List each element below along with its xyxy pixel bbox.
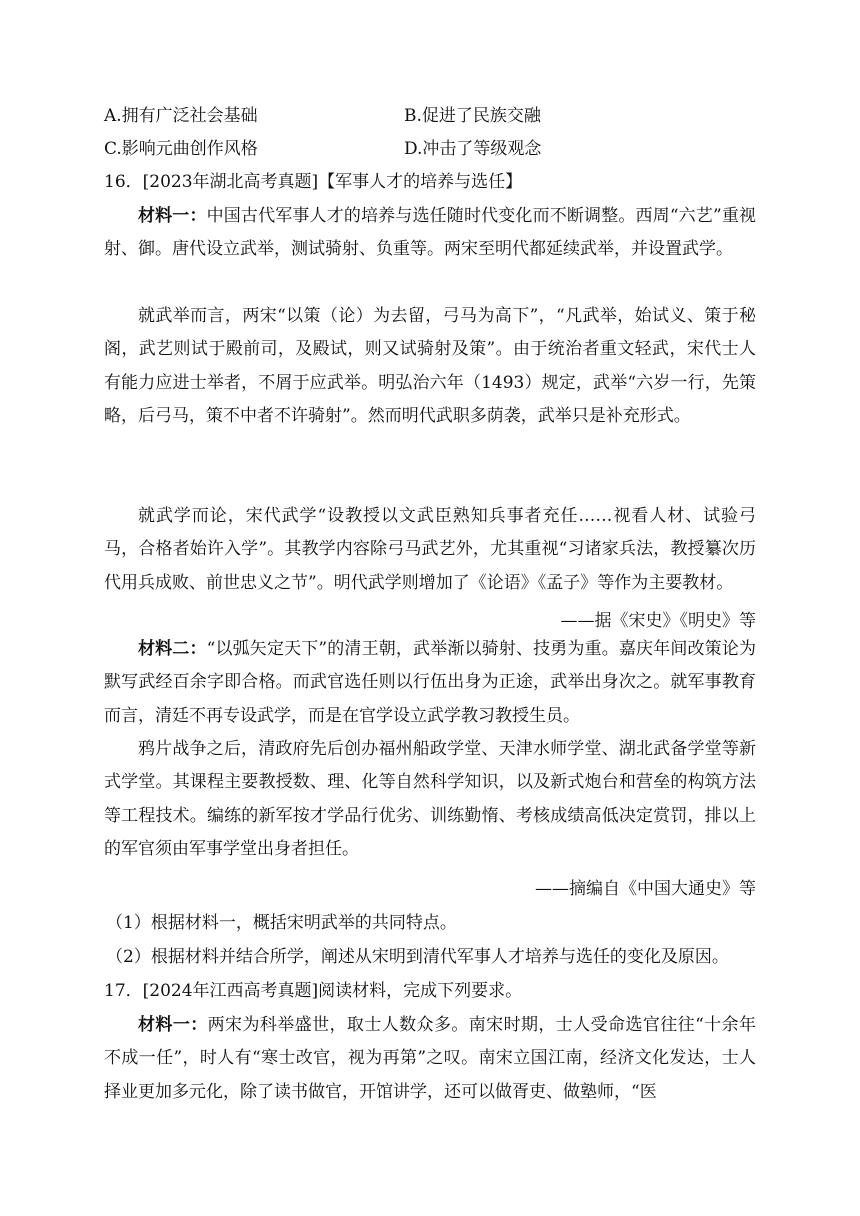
question-17-header: 17．[2024年江西高考真题]阅读材料，完成下列要求。 (104, 981, 523, 1001)
question-16-header: 16．[2023年湖北高考真题]【军事人才的培养与选任】 (104, 172, 523, 192)
q16-material-1-paragraph-3: 就武学而论，宋代武学“设教授以文武臣熟知兵事者充任……视看人材、试验弓马，合格者始许入学”。其教学内容除弓马武艺外，尤其重视“习诸家兵法，教授纂次历代用兵成败、前世忠义之节”。明代武学则增加了《论语》《孟子》等作为主要教材。 (104, 506, 756, 593)
q16-material-1-source: ——据《宋史》《明史》等 (560, 611, 756, 631)
q16-sub-question-2: （2）根据材料并结合所学，阐述从宋明到清代军事人才培养与选任的变化及原因。 (106, 947, 729, 967)
paragraph-text: “以弧矢定天下”的清王朝，武举渐以骑射、技勇为重。嘉庆年间改策论为默写武经百余字即合格。而武官选任则以行伍出身为正途，武举出身次之。就军事教育而言，清廷不再专设武学，而是在官学设立武学教习教授生员。 (104, 639, 756, 726)
q16-sub-question-1: （1）根据材料一，概括宋明武举的共同特点。 (106, 913, 457, 933)
option-a[interactable]: A.拥有广泛社会基础 (104, 106, 258, 126)
option-b[interactable]: B.促进了民族交融 (404, 106, 541, 126)
q16-material-2-paragraph-2: 鸦片战争之后，清政府先后创办福州船政学堂、天津水师学堂、湖北武备学堂等新式学堂。其课程主要教授数、理、化等自然科学知识，以及新式炮台和营垒的构筑方法等工程技术。编练的新军按才学品行优劣、训练勤惰、考核成绩高低决定赏罚，排以上的军官须由军事学堂出身者担任。 (104, 739, 756, 860)
q16-material-2-paragraph-1 (104, 633, 756, 733)
paragraph-text: 两宋为科举盛世，取士人数众多。南宋时期，士人受命选官往往“十余年不成一任”，时人有“寒士改官，视为再第”之叹。南宋立国江南，经济文化发达，士人择业更加多元化，除了读书做官，开馆讲学，还可以做胥吏、做塾师，“医 (104, 1015, 756, 1102)
q16-material-1-paragraph-1 (104, 200, 756, 267)
paragraph-text: 中国古代军事人才的培养与选任随时代变化而不断调整。西周“六艺”重视射、御。唐代设立武举，测试骑射、负重等。两宋至明代都延续武举，并设置武学。 (104, 206, 756, 260)
option-d[interactable]: D.冲击了等级观念 (404, 139, 542, 159)
material-label: 材料一： (138, 206, 207, 226)
option-c[interactable]: C.影响元曲创作风格 (104, 139, 258, 159)
q17-material-1-paragraph-1 (104, 1009, 756, 1109)
q16-material-2-source: ——摘编自《中国大通史》等 (535, 879, 756, 899)
q16-material-1-paragraph-2: 就武举而言，两宋“以策（论）为去留，弓马为高下”，“凡武举，始试义、策于秘阁，武艺则试于殿前司，及殿试，则又试骑射及策”。由于统治者重文轻武，宋代士人有能力应进士举者，不屑于应武举。明弘治六年（1493）规定，武举“六岁一行，先策略，后弓马，策不中者不许骑射”。然而明代武职多荫袭，武举只是补充形式。 (104, 306, 756, 427)
material-label: 材料一： (138, 1015, 208, 1035)
material-label: 材料二： (138, 639, 207, 659)
